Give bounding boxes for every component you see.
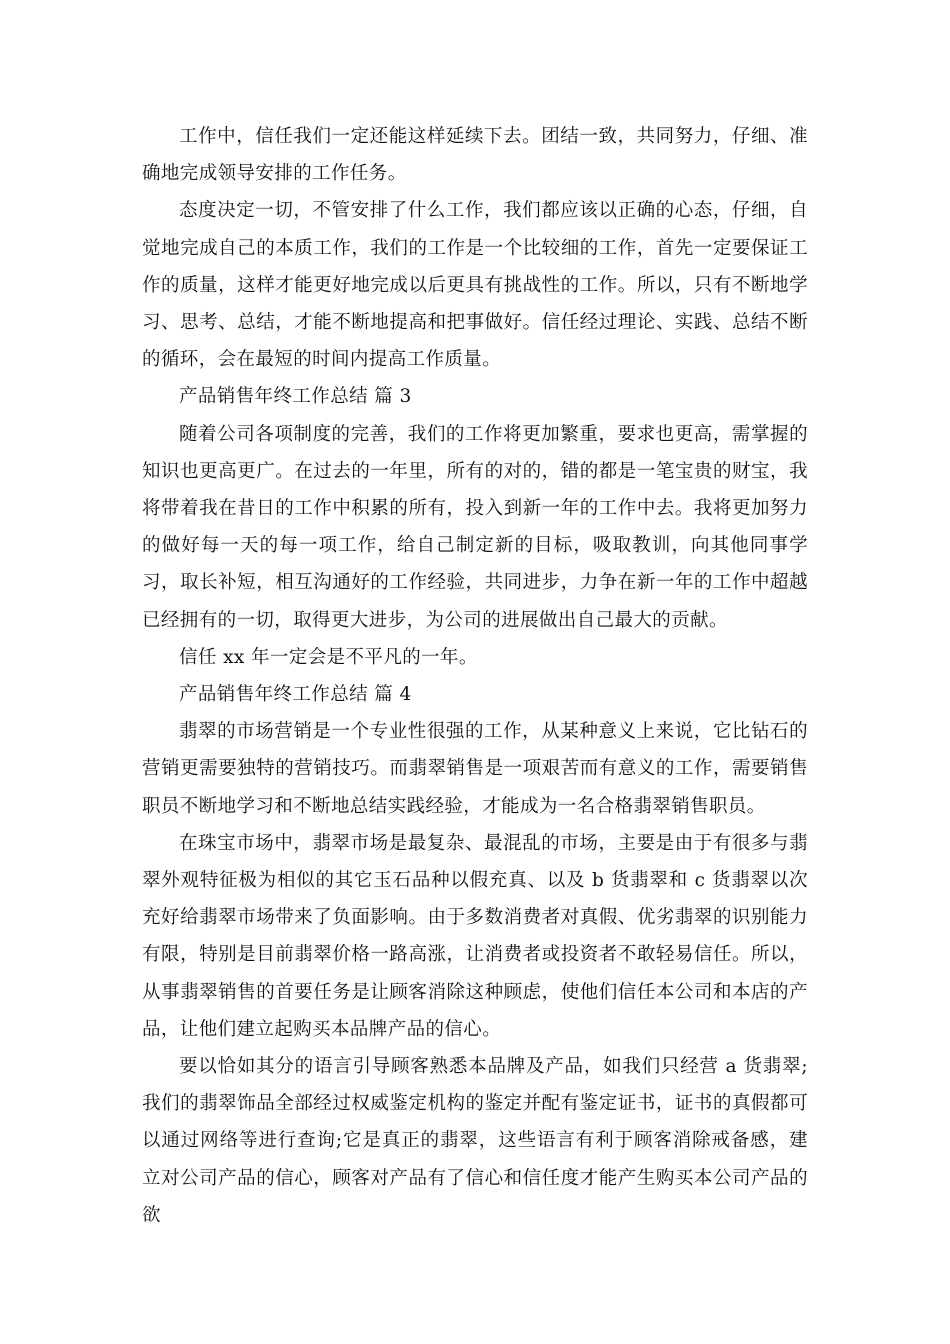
paragraph-company-system: 随着公司各项制度的完善，我们的工作将更加繁重，要求也更高，需掌握的知识也更高更广。在过去的一年里，所有的对的，错的都是一笔宝贵的财宝，我将带着我在昔日的工作中积累的所有，投入到新一年的工作中去。我将更加努力的做好每一天的每一项工作，给自己制定新的目标，吸取教训，向其他同事学习，取长补短，相互沟通好的工作经验，共同进步，力争在新一年的工作中超越已经拥有的一切，取得更大进步，为公司的进展做出自己最大的贡献。 (142, 423, 808, 631)
section-heading-4: 产品销售年终工作总结 篇 4 (179, 684, 412, 706)
paragraph-jewelry-market: 在珠宝市场中，翡翠市场是最复杂、最混乱的市场，主要是由于有很多与翡翠外观特征极为相似的其它玉石品种以假充真、以及 b 货翡翠和 c 货翡翠以次充好给翡翠市场带来了负面影响。由于多数消费者对真假、优劣翡翠的识别能力有限，特别是目前翡翠价格一路高涨，让消费者或投资者不敢轻易信任。所以，从事翡翠销售的首要任务是让顾客消除这种顾虑，使他们信任本公司和本店的产品，让他们建立起购买本品牌产品的信心。 (142, 832, 808, 1040)
paragraph-guide-customers: 要以恰如其分的语言引导顾客熟悉本品牌及产品，如我们只经营 a 货翡翠;我们的翡翠饰品全部经过权威鉴定机构的鉴定并配有鉴定证书，证书的真假都可以通过网络等进行查询;它是真正的翡翠，这些语言有利于顾客消除戒备感，建立对公司产品的信心，顾客对产品有了信心和信任度才能产生购买本公司产品的欲 (142, 1056, 808, 1226)
document-body (142, 118, 808, 1234)
paragraph-jade-marketing: 翡翠的市场营销是一个专业性很强的工作，从某种意义上来说，它比钻石的营销更需要独特的营销技巧。而翡翠销售是一项艰苦而有意义的工作，需要销售职员不断地学习和不断地总结实践经验，才能成为一名合格翡翠销售职员。 (142, 721, 808, 817)
paragraph-attitude: 态度决定一切，不管安排了什么工作，我们都应该以正确的心态，仔细，自觉地完成自己的本质工作，我们的工作是一个比较细的工作，首先一定要保证工作的质量，这样才能更好地完成以后更具有挑战性的工作。所以，只有不断地学习、思考、总结，才能不断地提高和把事做好。信任经过理论、实践、总结不断的循环，会在最短的时间内提高工作质量。 (142, 200, 808, 371)
paragraph-new-year: 信任 xx 年一定会是不平凡的一年。 (179, 646, 478, 668)
section-heading-3: 产品销售年终工作总结 篇 3 (179, 386, 412, 408)
paragraph-work-continue: 工作中，信任我们一定还能这样延续下去。团结一致，共同努力，仔细、准确地完成领导安排的工作任务。 (142, 126, 808, 185)
